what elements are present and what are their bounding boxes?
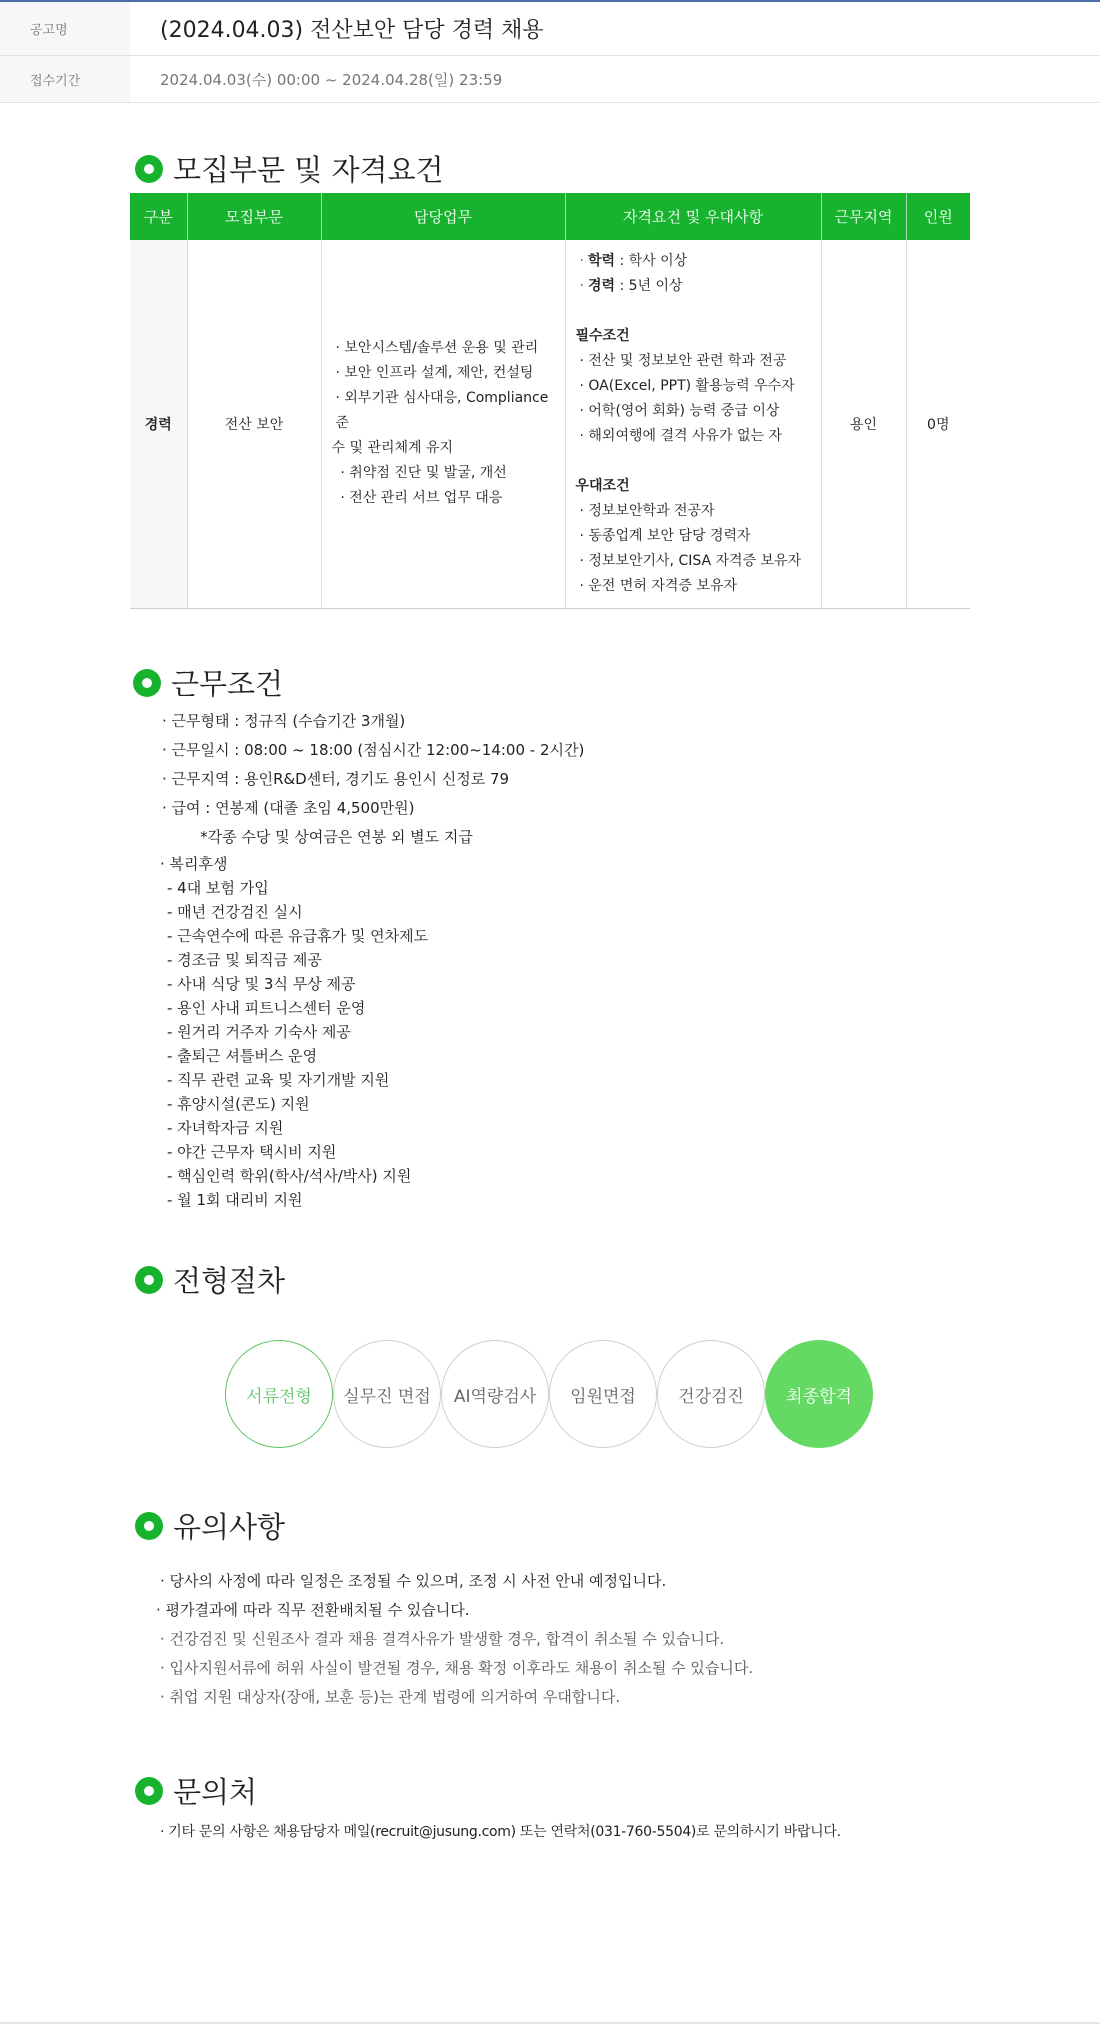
duty-line: 수 및 관리체계 유지 [331,440,454,457]
note-item: · 건강검진 및 신원조사 결과 채용 결격사유가 발생할 경우, 합격이 취소될 수 있습니다. [160,1630,725,1648]
recruit-table [130,193,970,609]
condition-item: · 근무일시 : 08:00 ~ 18:00 (점심시간 12:00~14:00 - 2시간) [162,741,585,759]
header-division: 모집부문 [187,193,321,240]
process-step: 임원면접 [549,1340,657,1448]
section-bullet-icon [133,669,161,697]
process-step: 실무진 면접 [333,1340,441,1448]
cell-location: 용인 [821,240,906,608]
duty-line: · 외부기관 심사대응, Compliance 준 [335,390,549,432]
process-steps [225,1340,873,1450]
section-title-recruit [135,148,444,189]
career-key: 경력 [587,277,616,294]
section-title-process [135,1259,285,1300]
welfare-item: - 핵심인력 학위(학사/석사/박사) 지원 [167,1167,412,1185]
welfare-item: - 용인 사내 피트니스센터 운영 [167,999,366,1017]
header-location: 근무지역 [821,193,906,240]
section-bullet-icon [135,1777,163,1805]
section-title-text: 전형절차 [173,1264,286,1298]
condition-item: · 근무지역 : 용인R&D센터, 경기도 용인시 신정로 79 [162,770,510,788]
condition-item: · 근무형태 : 정규직 (수습기간 3개월) [162,712,406,730]
welfare-item: - 경조금 및 퇴직금 제공 [167,951,322,969]
cell-headcount: 0명 [906,240,970,608]
condition-note: *각종 수당 및 상여금은 연봉 외 별도 지급 [162,828,473,846]
edu-line: · 학력 : 학사 이상 [579,252,688,269]
welfare-item: - 자녀학자금 지원 [167,1119,284,1137]
section-bullet-icon [135,155,163,183]
note-item: · 취업 지원 대상자(장애, 보훈 등)는 관계 법령에 의거하여 우대합니다. [160,1688,621,1706]
welfare-item: - 근속연수에 따른 유급휴가 및 연차제도 [167,927,429,945]
cell-division: 전산 보안 [187,240,321,608]
header-qualifications: 자격요건 및 우대사항 [565,193,821,240]
meta-row-title [0,2,1100,56]
section-title-conditions [133,662,283,703]
welfare-item: - 매년 건강검진 실시 [167,903,303,921]
welfare-item: - 월 1회 대리비 지원 [167,1191,303,1209]
preferred-line: · 운전 면허 자격증 보유자 [579,577,737,594]
posting-title: (2024.04.03) 전산보안 담당 경력 채용 [160,18,544,43]
welfare-item: - 원거리 거주자 기숙사 제공 [167,1023,351,1041]
title-label: 공고명 [0,2,130,55]
meta-row-period [0,56,1100,103]
duty-line: · 보안 인프라 설계, 제안, 컨설팅 [335,365,534,382]
cell-duties [321,240,565,608]
career-line: · 경력 : 5년 이상 [579,277,683,294]
header-headcount: 인원 [906,193,970,240]
required-line: · 전산 및 정보보안 관련 학과 전공 [579,352,787,369]
section-bullet-icon [135,1266,163,1294]
process-step: 건강검진 [657,1340,765,1448]
edu-value: : 학사 이상 [615,252,688,269]
header-duties: 담당업무 [321,193,565,240]
required-line: · 해외여행에 결격 사유가 없는 자 [579,427,783,444]
welfare-item: - 직무 관련 교육 및 자기개발 지원 [167,1071,390,1089]
duty-line: · 전산 관리 서브 업무 대응 [331,490,503,507]
welfare-list [160,852,428,1212]
contact-info [160,1818,841,1847]
welfare-item: - 사내 식당 및 3식 무상 제공 [167,975,356,993]
section-title-contact [135,1770,257,1811]
posting-meta [0,2,1100,103]
preferred-line: · 정보보안학과 전공자 [579,502,715,519]
period-label: 접수기간 [0,56,130,102]
preferred-heading: 우대조건 [575,477,630,494]
welfare-heading: · 복리후생 [160,855,228,873]
welfare-item: - 야간 근무자 택시비 지원 [167,1143,337,1161]
required-line: · 어학(영어 회화) 능력 중급 이상 [579,402,780,419]
duty-line: · 취약점 진단 및 발굴, 개선 [331,465,507,482]
welfare-item: - 출퇴근 셔틀버스 운영 [167,1047,318,1065]
career-value: : 5년 이상 [615,277,683,294]
period-value: 2024.04.03(수) 00:00 ~ 2024.04.28(일) 23:59 [160,70,503,89]
section-title-text: 모집부문 및 자격요건 [173,153,444,187]
required-line: · OA(Excel, PPT) 활용능력 우수자 [579,377,795,394]
process-step: AI역량검사 [441,1340,549,1448]
notes-list [156,1567,754,1712]
cell-category: 경력 [130,240,187,608]
conditions-list [162,707,584,852]
process-step-final: 최종합격 [765,1340,873,1448]
section-title-text: 유의사항 [173,1510,286,1544]
section-bullet-icon [135,1512,163,1540]
note-item: · 평가결과에 따라 직무 전환배치될 수 있습니다. [156,1601,470,1619]
section-title-text: 문의처 [173,1775,258,1809]
welfare-item: - 휴양시설(콘도) 지원 [167,1095,310,1113]
table-row [130,240,970,608]
preferred-line: · 정보보안기사, CISA 자격증 보유자 [579,552,802,569]
duty-line: · 보안시스템/솔루션 운용 및 관리 [335,340,539,357]
condition-item: · 급여 : 연봉제 (대졸 초임 4,500만원) [162,799,415,817]
section-title-notes [135,1505,285,1546]
section-title-text: 근무조건 [171,667,284,701]
header-category: 구분 [130,193,187,240]
note-item: · 입사지원서류에 허위 사실이 발견될 경우, 채용 확정 이후라도 채용이 취소될 수 있습니다. [160,1659,754,1677]
table-header-row [130,193,970,240]
cell-qualifications [565,240,821,608]
edu-key: 학력 [587,252,616,269]
preferred-line: · 동종업계 보안 담당 경력자 [579,527,751,544]
process-step: 서류전형 [225,1340,333,1448]
welfare-item: - 4대 보험 가입 [167,879,269,897]
contact-text: · 기타 문의 사항은 채용담당자 메일(recruit@jusung.com) 또는 연락처(031-760-5504)로 문의하시기 바랍니다. [160,1824,841,1840]
note-item: · 당사의 사정에 따라 일정은 조정될 수 있으며, 조정 시 사전 안내 예정입니다. [160,1572,667,1590]
required-heading: 필수조건 [575,327,630,344]
